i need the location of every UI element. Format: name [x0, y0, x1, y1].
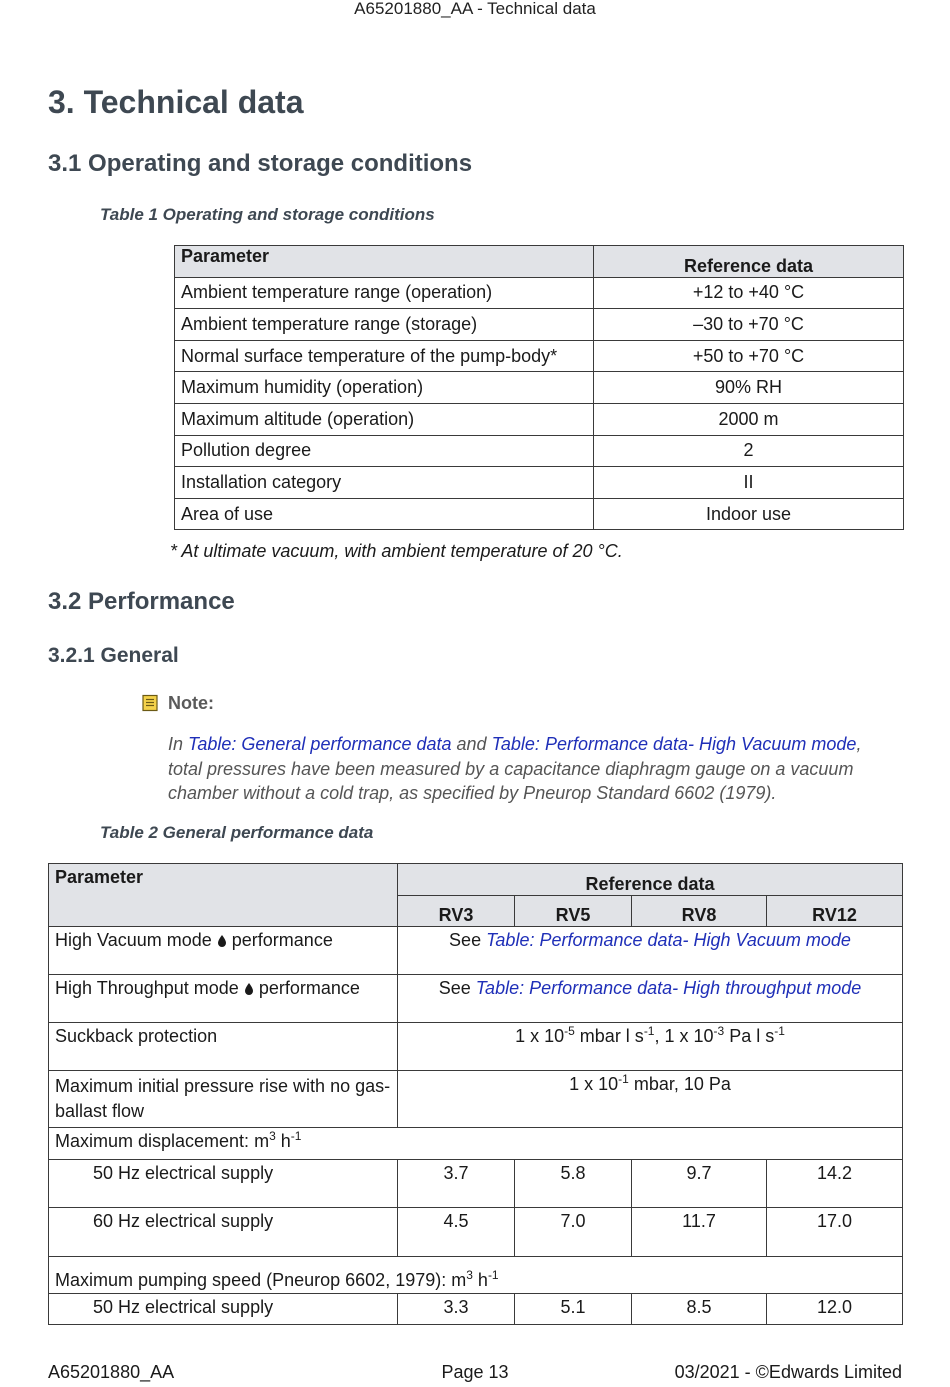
general-performance-table	[48, 863, 903, 1325]
table-row	[175, 309, 904, 341]
value-cell: 5.8	[515, 1160, 632, 1208]
group-label: Maximum pumping speed (Pneurop 6602, 1979): m	[55, 1270, 467, 1290]
parameter-cell: 60 Hz electrical supply	[49, 1208, 398, 1257]
running-header: A65201880_AA - Technical data	[354, 0, 596, 18]
column-header-model: RV12	[767, 896, 903, 927]
group-label: Maximum displacement: m	[55, 1131, 270, 1151]
table-row	[175, 403, 904, 435]
link-high-vacuum-table[interactable]: Table: Performance data- High Vacuum mode	[491, 734, 857, 754]
table-row	[49, 927, 903, 975]
parameter-text: High Vacuum mode	[55, 930, 212, 950]
note-text: and	[451, 734, 492, 754]
note-text: In	[168, 734, 189, 754]
parameter-cell: Pollution degree	[175, 435, 594, 467]
value-cell: 14.2	[767, 1160, 903, 1208]
value-text: 1 x 10	[569, 1074, 619, 1094]
note-label: Note:	[168, 693, 214, 713]
exponent: -3	[713, 1024, 725, 1038]
table-row	[49, 1023, 903, 1071]
footer-page-number: Page 13	[441, 1362, 509, 1382]
parameter-cell: Normal surface temperature of the pump-body*	[175, 340, 594, 372]
parameter-cell: Suckback protection	[49, 1023, 398, 1071]
table-row	[175, 372, 904, 404]
exponent: -1	[618, 1072, 629, 1086]
section-heading-operating: 3.1 Operating and storage conditions	[48, 150, 473, 177]
operating-conditions-table	[174, 245, 904, 530]
parameter-cell: Maximum initial pressure rise with no gas-ballast flow	[49, 1071, 398, 1128]
link-general-performance-table[interactable]: Table: General performance data	[188, 734, 452, 754]
value-cell	[398, 1071, 903, 1128]
value-cell: 9.7	[632, 1160, 767, 1208]
table-row	[49, 1160, 903, 1208]
value-cell: 11.7	[632, 1208, 767, 1257]
column-header-parameter: Parameter	[175, 246, 594, 278]
table2-caption: Table 2 General performance data	[100, 823, 374, 842]
table-row	[175, 467, 904, 499]
parameter-text: performance	[258, 978, 360, 998]
link-high-vacuum-table[interactable]: Table: Performance data- High Vacuum mode	[486, 930, 851, 950]
exponent: -5	[564, 1024, 575, 1038]
value-cell	[398, 975, 903, 1023]
value-cell: 3.7	[398, 1160, 515, 1208]
exponent: 3	[466, 1268, 473, 1282]
table-row	[49, 1294, 903, 1325]
note-body	[168, 732, 888, 806]
note-icon	[141, 694, 159, 712]
parameter-text: performance	[231, 930, 333, 950]
section-heading-performance: 3.2 Performance	[48, 588, 235, 615]
column-header-model: RV5	[515, 896, 632, 927]
exponent: -1	[290, 1129, 302, 1143]
table-row	[49, 975, 903, 1023]
drop-icon	[217, 935, 227, 947]
table-row	[175, 498, 904, 530]
table-row	[49, 1071, 903, 1128]
exponent: 3	[269, 1129, 276, 1143]
column-header-parameter: Parameter	[49, 864, 398, 927]
value-cell: 2	[594, 435, 904, 467]
column-header-reference: Reference data	[594, 246, 904, 278]
group-label: h	[275, 1131, 291, 1151]
value-cell: 2000 m	[594, 403, 904, 435]
subsection-heading-general: 3.2.1 General	[48, 644, 179, 667]
value-cell: II	[594, 467, 904, 499]
footer-doc-id: A65201880_AA	[48, 1362, 175, 1382]
table-row	[49, 1208, 903, 1257]
parameter-cell	[49, 975, 398, 1023]
parameter-cell: Installation category	[175, 467, 594, 499]
parameter-cell: Maximum humidity (operation)	[175, 372, 594, 404]
group-label-cell	[49, 1257, 903, 1294]
parameter-cell: 50 Hz electrical supply	[49, 1294, 398, 1325]
group-label-cell	[49, 1128, 903, 1160]
parameter-cell: 50 Hz electrical supply	[49, 1160, 398, 1208]
link-high-throughput-table[interactable]: Table: Performance data- High throughput mode	[475, 978, 862, 998]
value-cell: 17.0	[767, 1208, 903, 1257]
parameter-cell: Ambient temperature range (operation)	[175, 277, 594, 309]
value-cell: 5.1	[515, 1294, 632, 1325]
table-header-row	[175, 246, 904, 278]
table-row	[175, 340, 904, 372]
table1-caption: Table 1 Operating and storage conditions	[100, 205, 435, 224]
value-text: 1 x 10	[515, 1026, 565, 1046]
value-text: See	[449, 930, 487, 950]
exponent: -1	[487, 1268, 499, 1282]
value-text: mbar l s	[574, 1026, 644, 1046]
exponent: -1	[643, 1024, 655, 1038]
column-header-reference: Reference data	[398, 864, 903, 896]
table-group-row	[49, 1257, 903, 1294]
chapter-title: 3. Technical data	[48, 84, 304, 120]
column-header-model: RV3	[398, 896, 515, 927]
parameter-cell: Maximum altitude (operation)	[175, 403, 594, 435]
table-row	[175, 435, 904, 467]
value-cell: +50 to +70 °C	[594, 340, 904, 372]
note-text: , total pressures have been measured by a capacitance diaphragm gauge on a vacuum chamber without a cold trap, as specified by Pneurop Standard 6602 (1979).	[168, 734, 862, 803]
value-text: See	[438, 978, 476, 998]
parameter-cell: Area of use	[175, 498, 594, 530]
value-cell: Indoor use	[594, 498, 904, 530]
table-header-row	[49, 864, 903, 896]
column-header-model: RV8	[632, 896, 767, 927]
value-cell: 12.0	[767, 1294, 903, 1325]
value-cell: 7.0	[515, 1208, 632, 1257]
value-cell: +12 to +40 °C	[594, 277, 904, 309]
group-label: h	[472, 1270, 488, 1290]
value-cell	[398, 927, 903, 975]
table1-footnote: * At ultimate vacuum, with ambient temperature of 20 °C.	[170, 541, 623, 561]
drop-icon	[244, 983, 254, 995]
parameter-text: High Throughput mode	[55, 978, 239, 998]
value-text: Pa l s	[724, 1026, 775, 1046]
parameter-cell: Ambient temperature range (storage)	[175, 309, 594, 341]
value-cell: 4.5	[398, 1208, 515, 1257]
value-text: , 1 x 10	[654, 1026, 714, 1046]
parameter-cell	[49, 927, 398, 975]
table-group-row	[49, 1128, 903, 1160]
value-cell: 90% RH	[594, 372, 904, 404]
value-cell: 8.5	[632, 1294, 767, 1325]
value-cell	[398, 1023, 903, 1071]
table-row	[175, 277, 904, 309]
footer-copyright: 03/2021 - ©Edwards Limited	[674, 1362, 902, 1382]
value-cell: 3.3	[398, 1294, 515, 1325]
value-text: mbar, 10 Pa	[628, 1074, 731, 1094]
exponent: -1	[774, 1024, 785, 1038]
value-cell: –30 to +70 °C	[594, 309, 904, 341]
